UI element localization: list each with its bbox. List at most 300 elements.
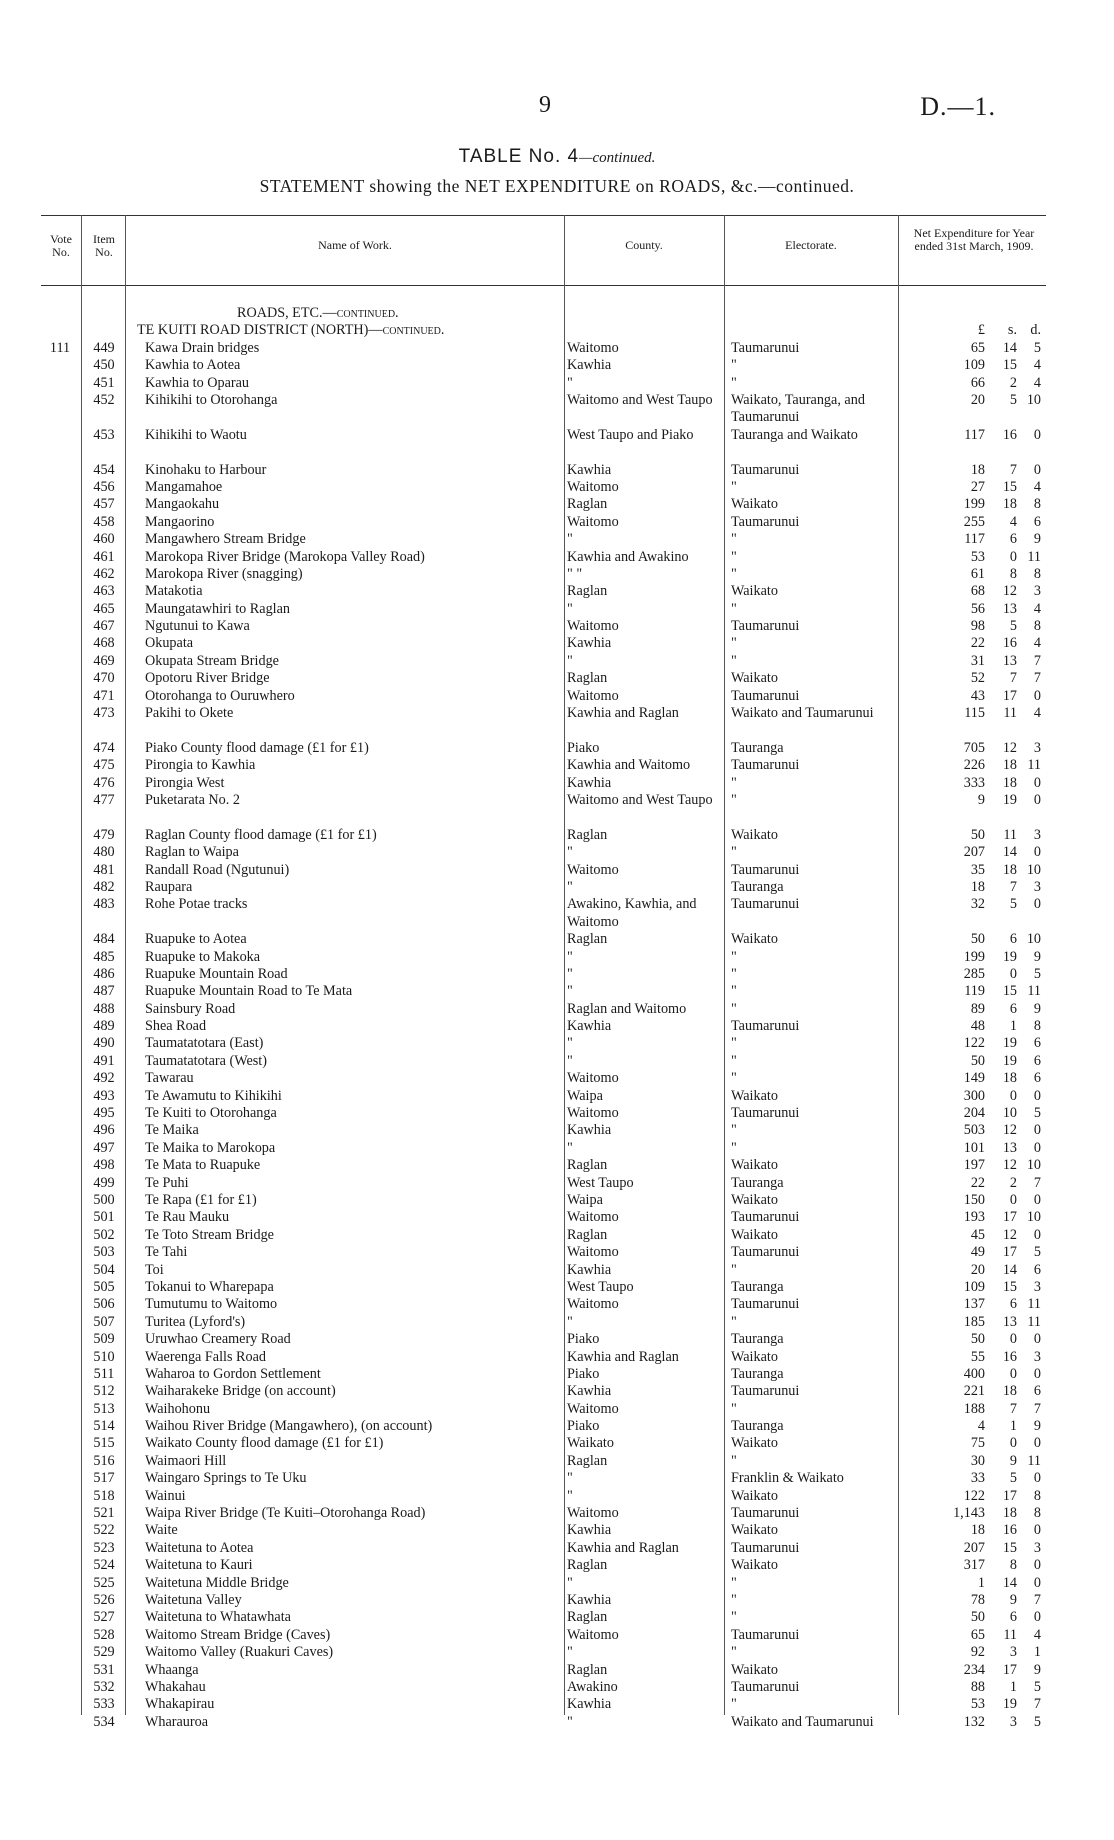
county: Piako xyxy=(567,1331,600,1348)
amount-pence: 8 xyxy=(1033,618,1041,635)
amount-pounds: 705 xyxy=(963,739,985,756)
work-name: Maungatawhiri to Raglan xyxy=(145,600,290,617)
amount-shillings: 18 xyxy=(1002,861,1017,878)
header-expenditure: Net Expenditure for Year ended 31st March, 1909. xyxy=(913,226,1035,253)
item-number: 496 xyxy=(93,1122,115,1139)
electorate: " xyxy=(731,478,737,495)
amount-pence: 4 xyxy=(1033,478,1041,495)
amount-shillings: 18 xyxy=(1002,496,1017,513)
amount-pence: 8 xyxy=(1033,565,1041,582)
table-row xyxy=(41,966,1046,983)
item-number: 516 xyxy=(93,1452,115,1469)
county: " xyxy=(567,531,573,548)
item-number: 507 xyxy=(93,1313,115,1330)
amount-shillings: 12 xyxy=(1002,1157,1017,1174)
county: Kawhia xyxy=(567,635,612,652)
amount-shillings: 17 xyxy=(1002,687,1017,704)
header-rule-bottom xyxy=(41,285,1046,286)
amount-shillings: 9 xyxy=(1009,1452,1017,1469)
amount-pounds: 18 xyxy=(970,878,985,895)
amount-pounds: 137 xyxy=(963,1296,985,1313)
work-name: Ruapuke Mountain Road xyxy=(145,965,288,982)
amount-pence: 8 xyxy=(1033,1505,1041,1522)
county: Kawhia and Raglan xyxy=(567,705,679,722)
work-name: Waite xyxy=(145,1522,178,1539)
work-name: Te Awamutu to Kihikihi xyxy=(145,1087,282,1104)
amount-shillings: 1 xyxy=(1009,1678,1017,1695)
amount-pounds: 109 xyxy=(963,1278,985,1295)
item-number: 490 xyxy=(93,1035,115,1052)
electorate: Waikato xyxy=(731,931,778,948)
county: Awakino xyxy=(567,1678,618,1695)
amount-pounds: 109 xyxy=(963,357,985,374)
county: Waitomo xyxy=(567,1070,619,1087)
electorate: Waikato xyxy=(731,1435,778,1452)
amount-shillings: 5 xyxy=(1009,1470,1017,1487)
electorate: " xyxy=(731,652,737,669)
county: Waitomo xyxy=(567,1400,619,1417)
amount-pence: 0 xyxy=(1033,1226,1041,1243)
amount-pounds: 65 xyxy=(970,339,985,356)
electorate: Waikato xyxy=(731,1192,778,1208)
county: Raglan xyxy=(567,931,608,948)
table-row xyxy=(41,1679,1046,1696)
amount-shillings: 14 xyxy=(1002,1261,1017,1278)
table-row xyxy=(41,1470,1046,1487)
header-rule-top xyxy=(41,215,1046,216)
work-name: Mangawhero Stream Bridge xyxy=(145,531,306,548)
work-name: Pirongia to Kawhia xyxy=(145,757,256,774)
table-row xyxy=(41,514,1046,531)
table-row xyxy=(41,1662,1046,1679)
amount-pounds: 234 xyxy=(963,1661,985,1678)
amount-shillings: 5 xyxy=(1009,391,1017,408)
amount-shillings: 6 xyxy=(1009,531,1017,548)
table-row xyxy=(41,1383,1046,1400)
item-number: 498 xyxy=(93,1157,115,1174)
item-number: 510 xyxy=(93,1348,115,1365)
table-title-continued: —continued. xyxy=(579,150,656,166)
amount-shillings: 17 xyxy=(1002,1661,1017,1678)
amount-pounds: 50 xyxy=(970,1331,985,1348)
amount-pounds: 89 xyxy=(970,1000,985,1017)
county: " xyxy=(567,844,573,861)
table-row xyxy=(41,1140,1046,1157)
table-row xyxy=(41,1262,1046,1279)
table-row xyxy=(41,862,1046,879)
work-name: Te Mata to Ruapuke xyxy=(145,1157,261,1174)
amount-shillings: 7 xyxy=(1009,461,1017,478)
amount-pounds: 122 xyxy=(963,1487,985,1504)
amount-pence: 9 xyxy=(1033,948,1041,965)
county: Raglan xyxy=(567,670,608,687)
amount-pounds: 193 xyxy=(963,1209,985,1226)
amount-shillings: 13 xyxy=(1002,600,1017,617)
county: Kawhia and Raglan xyxy=(567,1348,679,1365)
electorate: Tauranga xyxy=(731,1365,784,1382)
amount-pounds: 68 xyxy=(970,583,985,600)
item-number: 467 xyxy=(93,618,115,635)
amount-pounds: 132 xyxy=(963,1713,985,1730)
item-number: 453 xyxy=(93,426,115,443)
item-number: 456 xyxy=(93,478,115,495)
amount-shillings: 17 xyxy=(1002,1487,1017,1504)
county: Waitomo xyxy=(567,513,619,530)
item-number: 493 xyxy=(93,1087,115,1104)
amount-pounds: 207 xyxy=(963,1539,985,1556)
county: Waikato xyxy=(567,1435,614,1452)
amount-pounds: 101 xyxy=(963,1139,985,1156)
statement-heading: STATEMENT showing the NET EXPENDITURE on ROADS, &c.—continued. xyxy=(259,176,855,196)
table-row xyxy=(41,1314,1046,1331)
county: Raglan xyxy=(567,1557,608,1574)
table-row xyxy=(41,1714,1046,1749)
work-name: Taumatatotara (East) xyxy=(145,1035,264,1052)
table-row xyxy=(41,1088,1046,1105)
amount-shillings: 12 xyxy=(1002,739,1017,756)
electorate: Taumarunui xyxy=(731,1383,800,1400)
amount-pence: 5 xyxy=(1033,339,1041,356)
electorate: " xyxy=(731,1400,737,1417)
amount-shillings: 15 xyxy=(1002,1539,1017,1556)
amount-pence: 0 xyxy=(1033,1331,1041,1348)
county: " xyxy=(567,600,573,617)
table-row xyxy=(41,1296,1046,1313)
county: " xyxy=(567,948,573,965)
item-number: 534 xyxy=(93,1713,115,1730)
amount-pence: 7 xyxy=(1033,1174,1041,1191)
amount-shillings: 8 xyxy=(1009,565,1017,582)
county: Waitomo xyxy=(567,1505,619,1522)
item-number: 501 xyxy=(93,1209,115,1226)
electorate: " xyxy=(731,1452,737,1469)
electorate: Tauranga xyxy=(731,1174,784,1191)
table-row xyxy=(41,1175,1046,1192)
amount-shillings: 0 xyxy=(1009,1192,1017,1208)
amount-shillings: 7 xyxy=(1009,878,1017,895)
item-number: 526 xyxy=(93,1591,115,1608)
table-row xyxy=(41,949,1046,966)
electorate: " xyxy=(731,635,737,652)
amount-pounds: 4 xyxy=(977,1418,985,1435)
work-name: Te Maika to Marokopa xyxy=(145,1139,276,1156)
amount-pence: 0 xyxy=(1033,1122,1041,1139)
table-row xyxy=(41,357,1046,374)
item-number: 492 xyxy=(93,1070,115,1087)
amount-pounds: 204 xyxy=(963,1105,985,1122)
amount-pounds: 48 xyxy=(970,1018,985,1035)
amount-shillings: 16 xyxy=(1002,1348,1017,1365)
work-name: Waitomo Stream Bridge (Caves) xyxy=(145,1626,331,1643)
table-row xyxy=(41,1279,1046,1296)
amount-pounds: 55 xyxy=(970,1348,985,1365)
table-row xyxy=(41,653,1046,670)
amount-pence: 7 xyxy=(1033,1591,1041,1608)
amount-pence: 7 xyxy=(1033,652,1041,669)
county: Raglan xyxy=(567,1452,608,1469)
amount-shillings: 0 xyxy=(1009,965,1017,982)
work-name: Waerenga Falls Road xyxy=(145,1348,266,1365)
amount-pence: 6 xyxy=(1033,1261,1041,1278)
table-header xyxy=(41,219,1046,281)
work-name: Okupata xyxy=(145,635,194,652)
electorate: " xyxy=(731,1261,737,1278)
amount-shillings: 19 xyxy=(1002,948,1017,965)
county: " xyxy=(567,1470,573,1487)
table-row xyxy=(41,566,1046,583)
amount-shillings: 3 xyxy=(1009,1644,1017,1661)
county: West Taupo xyxy=(567,1174,634,1191)
amount-pence: 3 xyxy=(1033,739,1041,756)
amount-pence: 4 xyxy=(1033,374,1041,391)
electorate: Tauranga xyxy=(731,1331,784,1348)
item-number: 450 xyxy=(93,357,115,374)
county: Piako xyxy=(567,1418,600,1435)
section-heading xyxy=(41,322,1046,339)
work-name: Waihohonu xyxy=(145,1400,211,1417)
table-row xyxy=(41,1488,1046,1505)
amount-pounds: 117 xyxy=(964,426,985,443)
item-number: 470 xyxy=(93,670,115,687)
table-row xyxy=(41,1557,1046,1574)
work-name: Ngutunui to Kawa xyxy=(145,618,250,635)
amount-pence: 10 xyxy=(1026,1157,1041,1174)
item-number: 504 xyxy=(93,1261,115,1278)
item-number: 471 xyxy=(93,687,115,704)
electorate: Taumarunui xyxy=(731,1296,800,1313)
item-number: 528 xyxy=(93,1626,115,1643)
electorate: Waikato xyxy=(731,1487,778,1504)
electorate: " xyxy=(731,1591,737,1608)
amount-shillings: 10 xyxy=(1002,1105,1017,1122)
county: " " xyxy=(567,565,583,582)
work-name: Sainsbury Road xyxy=(145,1000,236,1017)
amount-pounds: 188 xyxy=(963,1400,985,1417)
electorate: Taumarunui xyxy=(731,1209,800,1226)
table-row xyxy=(41,1696,1046,1713)
amount-shillings: 12 xyxy=(1002,583,1017,600)
amount-pence: 0 xyxy=(1033,1470,1041,1487)
amount-shillings: 15 xyxy=(1002,983,1017,1000)
county: Waitomo and West Taupo xyxy=(567,791,713,808)
amount-shillings: 12 xyxy=(1002,1122,1017,1139)
item-number: 485 xyxy=(93,948,115,965)
electorate: " xyxy=(731,1052,737,1069)
item-number: 484 xyxy=(93,931,115,948)
county: Waitomo xyxy=(567,1105,619,1122)
table-row xyxy=(41,705,1046,740)
table-row xyxy=(41,1070,1046,1087)
work-name: Tawarau xyxy=(145,1070,194,1087)
electorate: Franklin & Waikato xyxy=(731,1470,844,1487)
amount-pence: 3 xyxy=(1033,878,1041,895)
electorate: Taumarunui xyxy=(731,1539,800,1556)
county: Kawhia xyxy=(567,1522,612,1539)
amount-pounds: 20 xyxy=(970,1261,985,1278)
county: " xyxy=(567,1574,573,1591)
amount-pence: 0 xyxy=(1033,1522,1041,1539)
item-number: 477 xyxy=(93,791,115,808)
item-number: 487 xyxy=(93,983,115,1000)
table-row xyxy=(41,1001,1046,1018)
amount-pounds: 35 xyxy=(970,861,985,878)
amount-pounds: 333 xyxy=(963,774,985,791)
amount-pence: 0 xyxy=(1033,687,1041,704)
amount-shillings: 0 xyxy=(1009,1331,1017,1348)
amount-shillings: 6 xyxy=(1009,1609,1017,1626)
amount-pence: 3 xyxy=(1033,583,1041,600)
county: Waitomo xyxy=(567,687,619,704)
county: Raglan xyxy=(567,583,608,600)
county: Awakino, Kawhia, and Waitomo xyxy=(567,896,697,930)
amount-pounds: 20 xyxy=(970,391,985,408)
county: West Taupo and Piako xyxy=(567,426,694,443)
amount-pounds: 9 xyxy=(977,791,985,808)
work-name: Te Rau Mauku xyxy=(145,1209,230,1226)
county: Kawhia and Raglan xyxy=(567,1539,679,1556)
item-number: 488 xyxy=(93,1000,115,1017)
amount-pounds: 207 xyxy=(963,844,985,861)
amount-shillings: 15 xyxy=(1002,478,1017,495)
electorate: Taumarunui xyxy=(731,1018,800,1035)
county: Raglan and Waitomo xyxy=(567,1000,687,1017)
county: West Taupo xyxy=(567,1278,634,1295)
work-name: Marokopa River (snagging) xyxy=(145,565,303,582)
work-name: Kihikihi to Otorohanga xyxy=(145,391,278,408)
amount-pounds: 199 xyxy=(963,948,985,965)
work-name: Okupata Stream Bridge xyxy=(145,652,279,669)
county: Waipa xyxy=(567,1192,603,1208)
amount-pence: 5 xyxy=(1033,1713,1041,1730)
amount-pence: 9 xyxy=(1033,531,1041,548)
table-row xyxy=(41,392,1046,427)
amount-pounds: 49 xyxy=(970,1244,985,1261)
amount-pence: 8 xyxy=(1033,496,1041,513)
table-row xyxy=(41,1575,1046,1592)
amount-pounds: 32 xyxy=(970,896,985,913)
amount-pence: 0 xyxy=(1033,896,1041,913)
county: Waitomo xyxy=(567,1626,619,1643)
work-name: Waiharakeke Bridge (on account) xyxy=(145,1383,336,1400)
amount-pence: 3 xyxy=(1033,1539,1041,1556)
amount-shillings: 15 xyxy=(1002,1278,1017,1295)
electorate: Tauranga xyxy=(731,878,784,895)
amount-pence: 4 xyxy=(1033,357,1041,374)
work-name: Tokanui to Wharepapa xyxy=(145,1278,274,1295)
item-number: 515 xyxy=(93,1435,115,1452)
county: " xyxy=(567,652,573,669)
work-name: Raglan to Waipa xyxy=(145,844,239,861)
document-reference: D.—1. xyxy=(920,92,996,121)
currency-pence: d. xyxy=(1030,322,1041,339)
county: Piako xyxy=(567,739,600,756)
item-number: 514 xyxy=(93,1418,115,1435)
item-number: 458 xyxy=(93,513,115,530)
amount-pounds: 18 xyxy=(970,461,985,478)
amount-pounds: 45 xyxy=(970,1226,985,1243)
work-name: Te Puhi xyxy=(145,1174,189,1191)
amount-shillings: 13 xyxy=(1002,1313,1017,1330)
table-row xyxy=(41,601,1046,618)
amount-pence: 8 xyxy=(1033,1018,1041,1035)
work-name: Te Rapa (£1 for £1) xyxy=(145,1192,257,1208)
electorate: Waikato and Taumarunui xyxy=(731,705,874,722)
table-row xyxy=(41,1453,1046,1470)
county: Kawhia xyxy=(567,461,612,478)
item-number: 500 xyxy=(93,1192,115,1208)
amount-pence: 11 xyxy=(1027,757,1041,774)
table-row xyxy=(41,1505,1046,1522)
work-name: Waitetuna Valley xyxy=(145,1591,242,1608)
amount-pence: 11 xyxy=(1027,1452,1041,1469)
electorate: Waikato, Tauranga, and Taumarunui xyxy=(731,391,865,426)
work-name: Waikato County flood damage (£1 for £1) xyxy=(145,1435,384,1452)
work-name: Uruwhao Creamery Road xyxy=(145,1331,291,1348)
table-row xyxy=(41,1018,1046,1035)
work-name: Shea Road xyxy=(145,1018,207,1035)
amount-pounds: 117 xyxy=(964,531,985,548)
amount-pounds: 317 xyxy=(963,1557,985,1574)
amount-pence: 0 xyxy=(1033,1192,1041,1208)
amount-pence: 0 xyxy=(1033,1574,1041,1591)
amount-shillings: 11 xyxy=(1003,1626,1017,1643)
amount-pence: 5 xyxy=(1033,965,1041,982)
electorate: " xyxy=(731,1035,737,1052)
amount-pounds: 78 xyxy=(970,1591,985,1608)
work-name: Waitomo Valley (Ruakuri Caves) xyxy=(145,1644,334,1661)
amount-pounds: 65 xyxy=(970,1626,985,1643)
county: Waitomo xyxy=(567,339,619,356)
amount-shillings: 0 xyxy=(1009,1087,1017,1104)
electorate: " xyxy=(731,1122,737,1139)
item-number: 480 xyxy=(93,844,115,861)
county: Raglan xyxy=(567,1661,608,1678)
electorate: Taumarunui xyxy=(731,461,800,478)
item-number: 473 xyxy=(93,705,115,722)
work-name: Puketarata No. 2 xyxy=(145,791,240,808)
electorate: Waikato xyxy=(731,1157,778,1174)
electorate: Taumarunui xyxy=(731,861,800,878)
item-number: 483 xyxy=(93,896,115,913)
amount-pence: 8 xyxy=(1033,1487,1041,1504)
amount-shillings: 13 xyxy=(1002,652,1017,669)
table-row xyxy=(41,983,1046,1000)
county: " xyxy=(567,878,573,895)
table-row xyxy=(41,827,1046,844)
electorate: Taumarunui xyxy=(731,896,800,913)
amount-pounds: 122 xyxy=(963,1035,985,1052)
table-row xyxy=(41,1105,1046,1122)
amount-pounds: 199 xyxy=(963,496,985,513)
amount-pence: 0 xyxy=(1033,461,1041,478)
amount-shillings: 0 xyxy=(1009,1365,1017,1382)
work-name: Randall Road (Ngutunui) xyxy=(145,861,290,878)
electorate: " xyxy=(731,774,737,791)
table-row xyxy=(41,1227,1046,1244)
electorate: Waikato xyxy=(731,496,778,513)
electorate: Waikato xyxy=(731,1348,778,1365)
work-name: Wainui xyxy=(145,1487,186,1504)
item-number: 468 xyxy=(93,635,115,652)
electorate: " xyxy=(731,600,737,617)
amount-pounds: 22 xyxy=(970,1174,985,1191)
currency-shillings: s. xyxy=(1007,322,1017,339)
amount-pounds: 285 xyxy=(963,965,985,982)
item-number: 449 xyxy=(93,339,115,356)
item-number: 511 xyxy=(93,1365,115,1382)
amount-shillings: 3 xyxy=(1009,1713,1017,1730)
county: Raglan xyxy=(567,1157,608,1174)
